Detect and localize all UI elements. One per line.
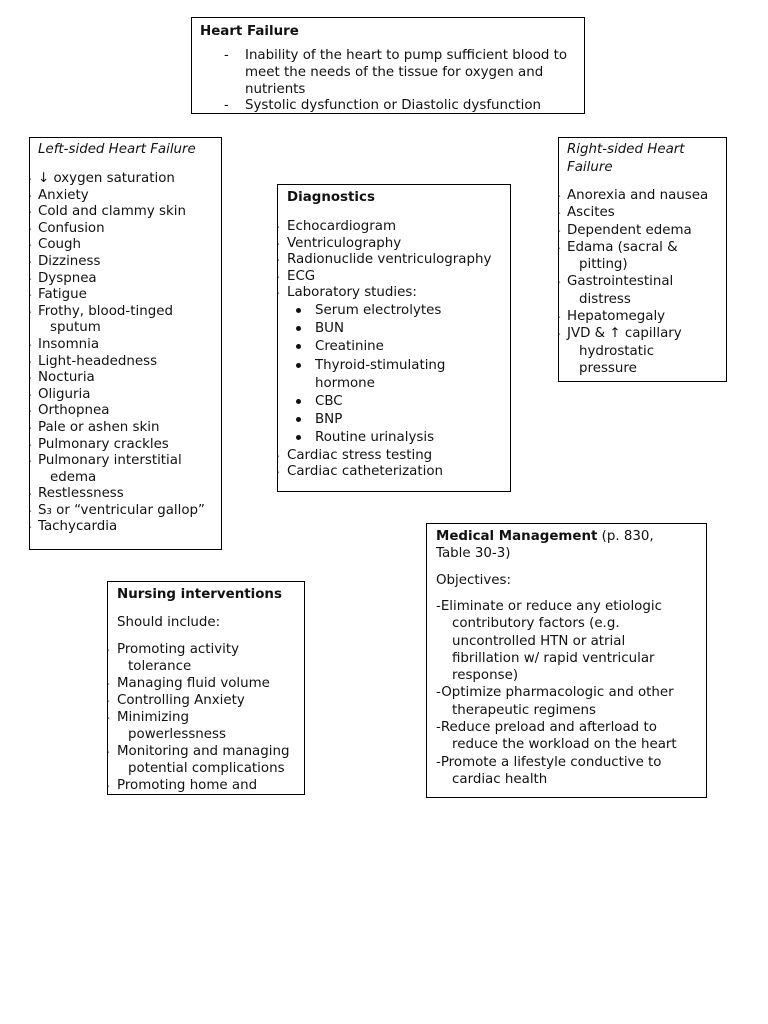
list-item: - Dizziness [38, 254, 221, 271]
list-item: - Oliguria [38, 387, 221, 404]
list-item [38, 453, 221, 486]
list-item-continuation: distress [579, 291, 631, 307]
list-item-continuation: pressure [579, 360, 637, 376]
list-item: - S₃ or “ventricular gallop” [38, 503, 221, 520]
list-item [38, 304, 221, 337]
list-item [287, 357, 510, 393]
list-item-continuation: potential complications [128, 761, 285, 776]
right-sided-heart-failure-box [558, 137, 727, 382]
list-item-continuation: reduce the workload on the heart [452, 737, 677, 753]
list-item [117, 641, 304, 675]
list-item-continuation: sputum [50, 320, 101, 336]
list-item-continuation: tolerance [128, 659, 192, 674]
list-item-continuation: contributory factors (e.g. [452, 616, 620, 632]
list-item: Serum electrolytes [287, 302, 510, 320]
list-item [436, 684, 706, 719]
medical-management-ref: (p. 830, [601, 529, 654, 544]
list-item: - Fatigue [38, 287, 221, 304]
list-item: - Restlessness [38, 486, 221, 503]
list-item-continuation: fibrillation w/ rapid ventricular [452, 650, 655, 666]
list-item-line: JVD & ↑ capillary [567, 326, 682, 342]
list-item-continuation: uncontrolled HTN or atrial [452, 633, 626, 649]
medical-management-title: Medical Management [436, 529, 598, 544]
list-item: - Orthopnea [38, 403, 221, 420]
right-sided-title-line: Right-sided Heart [567, 142, 685, 157]
list-item: - Pale or ashen skin [38, 420, 221, 437]
list-item-line: -Optimize pharmacologic and other [436, 685, 674, 701]
list-item: - Cold and clammy skin [38, 204, 221, 221]
list-item: BNP [287, 411, 510, 429]
list-item [436, 754, 706, 789]
list-item-line: Frothy, blood-tinged [38, 303, 173, 319]
list-item-line: -Eliminate or reduce any etiologic [436, 599, 662, 614]
list-item-line: Pulmonary interstitial [38, 453, 182, 469]
list-item: - Echocardiogram [287, 219, 510, 236]
heart-failure-list [200, 47, 576, 114]
list-item [567, 273, 726, 308]
list-item-line: -Promote a lifestyle conductive to [436, 754, 662, 770]
nursing-interventions-box [107, 581, 305, 795]
list-item: - Dyspnea [38, 271, 221, 288]
list-item: Routine urinalysis [287, 429, 510, 447]
list-item-line: Promoting activity [117, 642, 240, 657]
list-item [567, 239, 726, 274]
diagnostics-box [277, 184, 511, 492]
list-item-continuation: hormone [315, 375, 375, 391]
list-item: - ECG [287, 269, 510, 286]
list-item [117, 709, 304, 743]
list-item-line: Edama (sacral & [567, 239, 678, 255]
right-sided-list [567, 187, 726, 377]
nursing-title: Nursing interventions [117, 587, 282, 602]
list-item-continuation: therapeutic regimens [452, 702, 596, 718]
list-item: CBC [287, 393, 510, 411]
list-item-continuation: hydrostatic [579, 343, 655, 359]
medical-management-heading [436, 528, 706, 562]
list-item: - Pulmonary crackles [38, 437, 221, 454]
diagnostics-title: Diagnostics [287, 190, 375, 205]
list-item-line: Monitoring and managing [117, 744, 290, 759]
list-item-continuation: cardiac health [452, 771, 548, 787]
nursing-subtitle: Should include: [117, 615, 221, 630]
list-item [567, 325, 726, 377]
list-item: - Promoting home and [117, 777, 304, 794]
list-item: - Cardiac catheterization [287, 464, 510, 481]
list-item [436, 598, 706, 684]
list-item: - Ascites [567, 204, 726, 221]
heart-failure-title: Heart Failure [200, 24, 299, 39]
list-item: - Systolic dysfunction or Diastolic dysfunction [200, 97, 576, 114]
medical-management-box [426, 523, 707, 798]
list-item: - Radionuclide ventriculography [287, 252, 510, 269]
lab-studies-list [287, 302, 510, 448]
list-item [117, 743, 304, 777]
list-item: Creatinine [287, 338, 510, 356]
list-item: - Managing fluid volume [117, 675, 304, 692]
list-item: - Anxiety [38, 188, 221, 205]
list-item-continuation: response) [452, 668, 519, 684]
right-sided-title [567, 141, 726, 177]
list-item-line: Thyroid-stimulating [315, 357, 446, 373]
list-item: - ↓ oxygen saturation [38, 171, 221, 188]
diagnostics-list-continued [287, 448, 510, 481]
list-item-line: Minimizing [117, 710, 189, 725]
medical-management-ref-continued: Table 30-3) [436, 546, 511, 561]
list-item: BUN [287, 320, 510, 338]
diagnostics-list [287, 219, 510, 302]
left-sided-title: Left-sided Heart Failure [38, 142, 196, 157]
list-item-line: Gastrointestinal [567, 274, 674, 290]
list-item: - Cardiac stress testing [287, 448, 510, 465]
list-item: - Inability of the heart to pump sufficient blood to meet the needs of the tissue for oxygen and nutrients [200, 47, 576, 98]
list-item: - Cough [38, 237, 221, 254]
heart-failure-box [191, 17, 585, 114]
list-item: - Laboratory studies: [287, 285, 510, 302]
list-item-continuation: pitting) [579, 257, 628, 273]
list-item: - Tachycardia [38, 519, 221, 536]
list-item: - Hepatomegaly [567, 308, 726, 325]
list-item: - Anorexia and nausea [567, 187, 726, 204]
list-item: - Controlling Anxiety [117, 692, 304, 709]
objectives-label: Objectives: [436, 573, 511, 588]
list-item-continuation: powerlessness [128, 727, 226, 742]
list-item-continuation: edema [50, 469, 97, 485]
list-item: - Confusion [38, 221, 221, 238]
list-item [436, 719, 706, 754]
right-sided-title-line: Failure [567, 160, 613, 175]
list-item: - Light-headedness [38, 354, 221, 371]
list-item: - Dependent edema [567, 222, 726, 239]
left-sided-heart-failure-box [29, 137, 222, 550]
list-item: - Nocturia [38, 370, 221, 387]
list-item: - Insomnia [38, 337, 221, 354]
list-item: - Ventriculography [287, 236, 510, 253]
left-sided-list [38, 171, 221, 536]
list-item-line: -Reduce preload and afterload to [436, 720, 657, 736]
nursing-list [117, 641, 304, 794]
